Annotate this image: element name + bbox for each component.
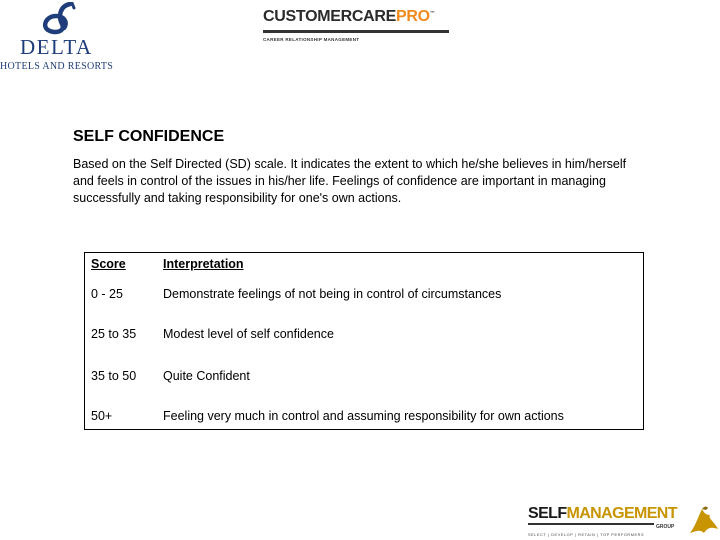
smg-divider bbox=[528, 523, 654, 525]
score-cell: 35 to 50 bbox=[91, 369, 137, 383]
score-table bbox=[84, 252, 644, 430]
customercarepro-logo bbox=[263, 8, 463, 48]
table-row bbox=[85, 281, 644, 319]
interpretation-cell: Modest level of self confidence bbox=[163, 327, 334, 341]
table-row bbox=[85, 361, 644, 401]
delta-logo bbox=[0, 0, 130, 75]
eagle-icon bbox=[688, 503, 720, 540]
smg-tagline: SELECT | DEVELOP | RETAIN | TOP PERFORMERS bbox=[528, 533, 645, 537]
smg-group-label: GROUP bbox=[656, 524, 675, 530]
ccp-subtitle: CAREER RELATIONSHIP MANAGEMENT bbox=[263, 37, 360, 42]
header-interpretation: Interpretation bbox=[163, 257, 244, 271]
interpretation-cell: Demonstrate feelings of not being in control of circumstances bbox=[163, 287, 502, 301]
score-cell: 50+ bbox=[91, 409, 113, 423]
table-row bbox=[85, 319, 644, 361]
smg-name-part1: SELF bbox=[528, 505, 567, 522]
self-management-group-logo bbox=[528, 503, 720, 540]
ccp-divider bbox=[263, 30, 449, 33]
ccp-wordmark bbox=[263, 8, 435, 26]
smg-wordmark bbox=[528, 505, 677, 523]
table-header-row bbox=[85, 253, 644, 282]
description-paragraph: Based on the Self Directed (SD) scale. It indicates the extent to which he/she believes in him/herself and feels in control of the issues in his/her life. Feelings of confidence are important in managing successfully and taking responsibility for one's own actions. bbox=[73, 157, 627, 205]
interpretation-cell: Quite Confident bbox=[163, 369, 250, 383]
ccp-name-part2: PRO bbox=[396, 8, 430, 25]
ccp-name-part1: CUSTOMERCARE bbox=[263, 8, 397, 25]
delta-emblem-icon bbox=[30, 2, 90, 36]
delta-tagline: HOTELS AND RESORTS bbox=[0, 61, 114, 72]
ccp-trademark: ™ bbox=[429, 10, 435, 17]
header-score: Score bbox=[91, 257, 126, 271]
page-title: SELF CONFIDENCE bbox=[73, 128, 225, 145]
smg-name-part2: MANAGEMENT bbox=[566, 505, 677, 522]
delta-wordmark: DELTA bbox=[20, 35, 93, 59]
interpretation-cell: Feeling very much in control and assuming responsibility for own actions bbox=[163, 409, 564, 423]
table-row bbox=[85, 401, 644, 430]
score-cell: 25 to 35 bbox=[91, 327, 137, 341]
score-cell: 0 - 25 bbox=[91, 287, 123, 301]
